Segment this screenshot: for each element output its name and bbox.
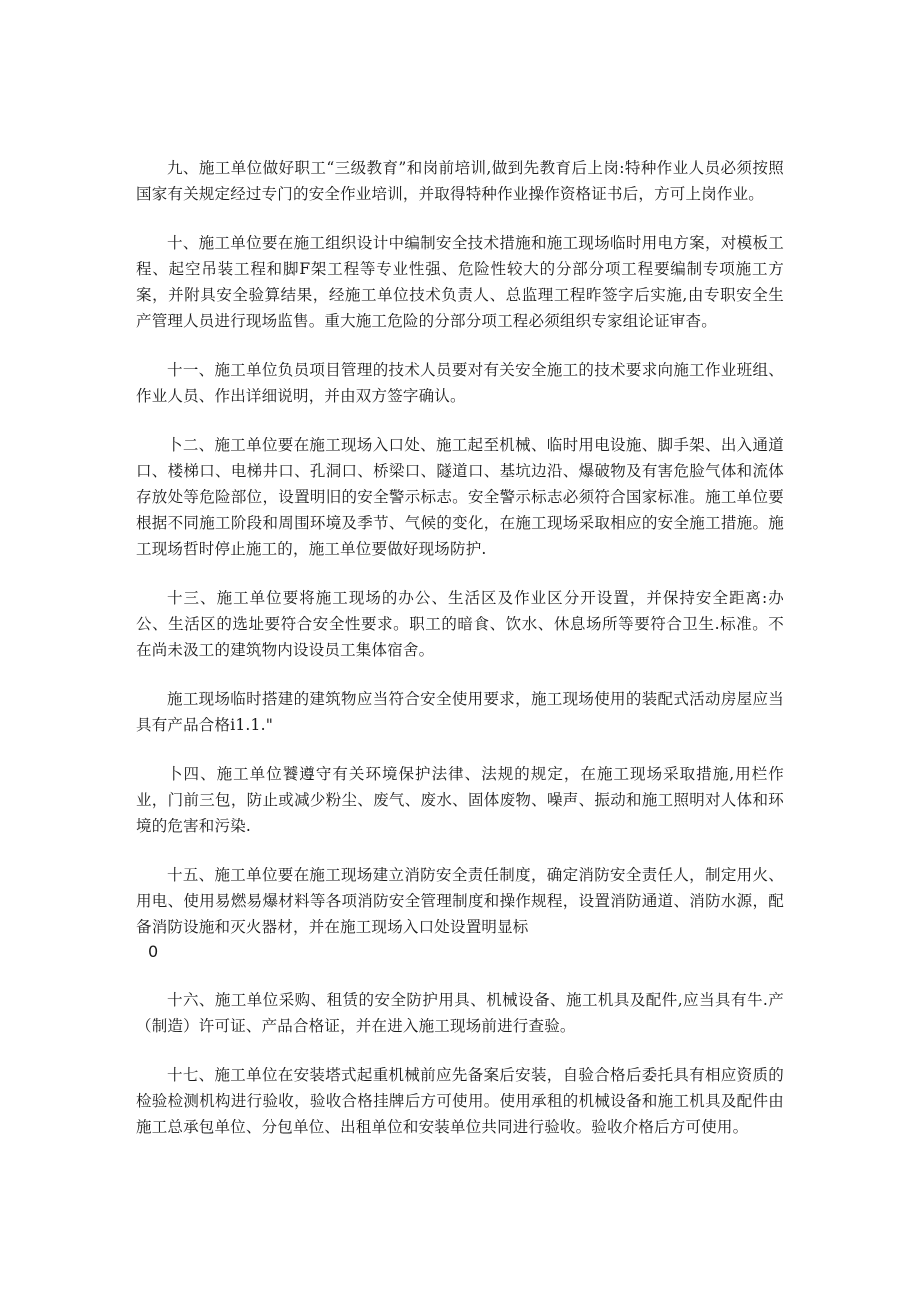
paragraph-10: 十、施工单位要在施工组织设计中编制安全技术措施和施工现场临时用电方案，对模板工程、起空吊装工程和脚F架工程等专业性强、危险性较大的分部分项工程要编制专项施工方案，并附具安全验算结果，经施工单位技术负责人、总监理工程昨签字后实施,由专职安全生产管理人员进行现场监售。重大施工危险的分部分项工程必须组织专家组论证审杳。 [136,234,784,330]
paragraph-15: 十五、施工单位要在施工现场建立消防安全责任制度，确定消防安全责任人，制定用火、用电、使用易燃易爆材料等各项消防安全管理制度和操作规程，设置消防通道、消防水源，配备消防设施和灭火器材，并在施工现场入口处设置明显标 [136,866,784,936]
paragraph-13-continued: 施工现场临时搭建的建筑物应当符合安全使用要求，施工现场使用的装配式活动房屋应当具有产品合格i1.1." [136,690,784,734]
paragraph-9: 九、施工单位做好职工“三级教育”和岗前培训,做到先教育后上岗:特种作业人员必须按照国家有关规定经过专门的安全作业培训，并取得特种作业操作资格证书后，方可上岗作业。 [136,159,784,203]
paragraph-17: 十七、施工单位在安装塔式起重机械前应先备案后安装，自验合格后委托具有相应资质的检验检测机构进行验收，验收合格挂牌后方可使用。使用承租的机械设备和施工机具及配件由施工总承包单位、分包单位、出租单位和安装单位共同进行验收。验收介格后方可使用。 [136,1066,784,1136]
paragraph-12: 卜二、施工单位要在施工现场入口处、施工起至机械、临时用电设施、脚手架、出入通道口、楼梯口、电梯井口、孔洞口、桥梁口、隧道口、基坑边沿、爆破物及有害危脸气体和流体存放处等危险部位，设置明旧的安全警示标志。安全警示标志必须符合国家标准。施工单位要根据不同施工阶段和周围环境及季节、气候的变化，在施工现场采取相应的安全施工措施。施工现场哲时停止施工的，施工单位要做好现场防护. [136,436,784,558]
paragraph-14: 卜四、施工单位饕遵守有关环境保护法律、法规的规定，在施工现场采取措施,用栏作业，门前三包，防止或减少粉尘、废气、废水、固体废物、噪声、振动和施工照明对人体和环境的危害和污染. [136,765,784,835]
document-body [136,155,784,1163]
paragraph-13: 十三、施工单位要将施工现场的办公、生活区及作业区分开设置，并保持安全距离:办公、生活区的选址要符合安全性要求。职工的暗食、饮水、休息场所等要符合卫生.标准。不在尚未汲工的建筑物内设设员工集体宿舍。 [136,589,784,659]
paragraph-16: 十六、施工单位采购、租赁的安全防护用具、机械设备、施工机具及配件,应当具有牛.产（制造）许可证、产品合格证，并在进入施工现场前进行查验。 [136,991,784,1035]
paragraph-11: 十一、施工单位负员项目管理的技术人员要对有关安全施工的技术要求向施工作业班组、作业人员、作出详细说明，并由双方签字确认。 [136,361,784,405]
paragraph-15-orphan-mark: 0 [148,942,159,961]
